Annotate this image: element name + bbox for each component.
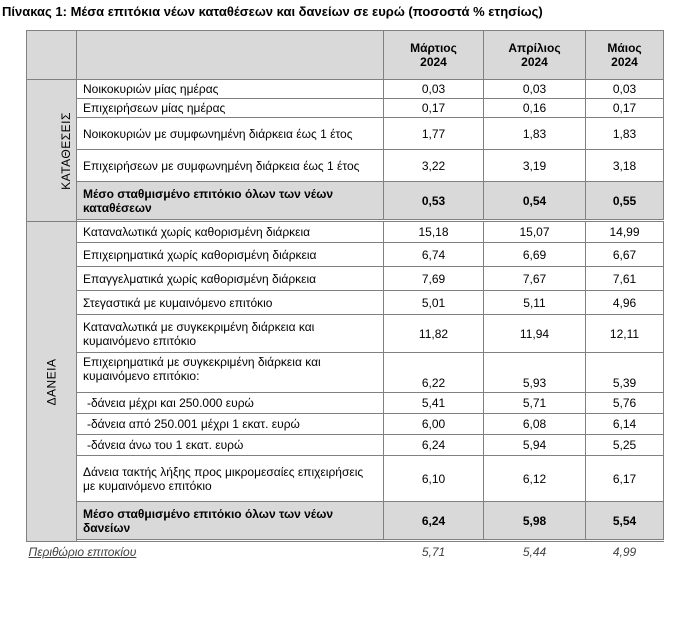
table-row [27,435,664,456]
row-label: Επαγγελματικά χωρίς καθορισμένη διάρκεια [77,267,384,291]
table-row [27,267,664,291]
row-label: Περιθώριο επιτοκίου [27,542,384,562]
cell-value: 4,96 [586,291,664,315]
loans-section-label: ΔΑΝΕΙΑ [27,222,77,542]
cell-value: 0,53 [384,182,484,220]
row-label: Νοικοκυριών μίας ημέρας [77,80,384,99]
row-label: Νοικοκυριών με συμφωνημένη διάρκεια έως 1 έτος [77,118,384,150]
cell-value: 11,94 [484,315,586,353]
row-label: Καταναλωτικά χωρίς καθορισμένη διάρκεια [77,222,384,243]
cell-value: 7,69 [384,267,484,291]
table-row [27,150,664,182]
cell-value: 6,22 [384,353,484,393]
column-header-march: Μάρτιος 2024 [384,31,484,80]
table-row [27,315,664,353]
table-row [27,222,664,243]
cell-value: 5,25 [586,435,664,456]
header-label-cell [77,31,384,80]
margin-row [27,542,664,562]
column-header-april: Απρίλιος 2024 [484,31,586,80]
cell-value: 1,83 [586,118,664,150]
table-row [27,353,664,393]
cell-value: 3,18 [586,150,664,182]
cell-value: 5,39 [586,353,664,393]
header-row [27,31,664,80]
table-row [27,243,664,267]
row-label: Δάνεια τακτής λήξης προς μικρομεσαίες επιχειρήσεις με κυμαινόμενο επιτόκιο [77,456,384,502]
cell-value: 5,71 [384,542,484,562]
row-label: Μέσο σταθμισμένο επιτόκιο όλων των νέων καταθέσεων [77,182,384,220]
cell-value: 11,82 [384,315,484,353]
cell-value: 6,00 [384,414,484,435]
cell-value: 5,41 [384,393,484,414]
cell-value: 5,44 [484,542,586,562]
cell-value: 6,12 [484,456,586,502]
deposits-average-row [27,182,664,220]
row-label: Επιχειρηματικά με συγκεκριμένη διάρκεια και κυμαινόμενο επιτόκιο: [77,353,384,393]
cell-value: 5,54 [586,502,664,540]
table-row [27,291,664,315]
cell-value: 5,93 [484,353,586,393]
row-label: -δάνεια μέχρι και 250.000 ευρώ [77,393,384,414]
cell-value: 0,54 [484,182,586,220]
table-title: Πίνακας 1: Μέσα επιτόκια νέων καταθέσεων και δανείων σε ευρώ (ποσοστά % ετησίως) [2,4,543,19]
interest-rates-table [26,30,664,562]
cell-value: 5,98 [484,502,586,540]
cell-value: 1,77 [384,118,484,150]
table-row [27,456,664,502]
cell-value: 6,17 [586,456,664,502]
cell-value: 5,94 [484,435,586,456]
table-row [27,393,664,414]
cell-value: 14,99 [586,222,664,243]
cell-value: 6,69 [484,243,586,267]
table-row [27,80,664,99]
row-label: Καταναλωτικά με συγκεκριμένη διάρκεια και κυμαινόμενο επιτόκιο [77,315,384,353]
row-label: -δάνεια άνω του 1 εκατ. ευρώ [77,435,384,456]
cell-value: 3,19 [484,150,586,182]
cell-value: 5,01 [384,291,484,315]
cell-value: 6,74 [384,243,484,267]
cell-value: 0,03 [586,80,664,99]
column-header-may: Μάιος 2024 [586,31,664,80]
row-label: Μέσο σταθμισμένο επιτόκιο όλων των νέων δανείων [77,502,384,540]
cell-value: 15,07 [484,222,586,243]
cell-value: 0,16 [484,99,586,118]
cell-value: 6,24 [384,435,484,456]
cell-value: 5,76 [586,393,664,414]
row-label: Επιχειρήσεων με συμφωνημένη διάρκεια έως 1 έτος [77,150,384,182]
row-label: Επιχειρηματικά χωρίς καθορισμένη διάρκεια [77,243,384,267]
row-label: -δάνεια από 250.001 μέχρι 1 εκατ. ευρώ [77,414,384,435]
cell-value: 0,55 [586,182,664,220]
cell-value: 4,99 [586,542,664,562]
cell-value: 7,67 [484,267,586,291]
cell-value: 6,14 [586,414,664,435]
row-label: Στεγαστικά με κυμαινόμενο επιτόκιο [77,291,384,315]
cell-value: 12,11 [586,315,664,353]
cell-value: 5,11 [484,291,586,315]
cell-value: 5,71 [484,393,586,414]
cell-value: 6,67 [586,243,664,267]
cell-value: 0,17 [586,99,664,118]
header-corner [27,31,77,80]
deposits-section-label: ΚΑΤΑΘΕΣΕΙΣ [27,80,77,222]
cell-value: 7,61 [586,267,664,291]
cell-value: 6,10 [384,456,484,502]
table-row [27,414,664,435]
cell-value: 1,83 [484,118,586,150]
cell-value: 0,03 [384,80,484,99]
table-row [27,99,664,118]
loans-average-row [27,502,664,540]
cell-value: 15,18 [384,222,484,243]
row-label: Επιχειρήσεων μίας ημέρας [77,99,384,118]
cell-value: 0,03 [484,80,586,99]
cell-value: 3,22 [384,150,484,182]
cell-value: 6,24 [384,502,484,540]
cell-value: 0,17 [384,99,484,118]
table-row [27,118,664,150]
cell-value: 6,08 [484,414,586,435]
